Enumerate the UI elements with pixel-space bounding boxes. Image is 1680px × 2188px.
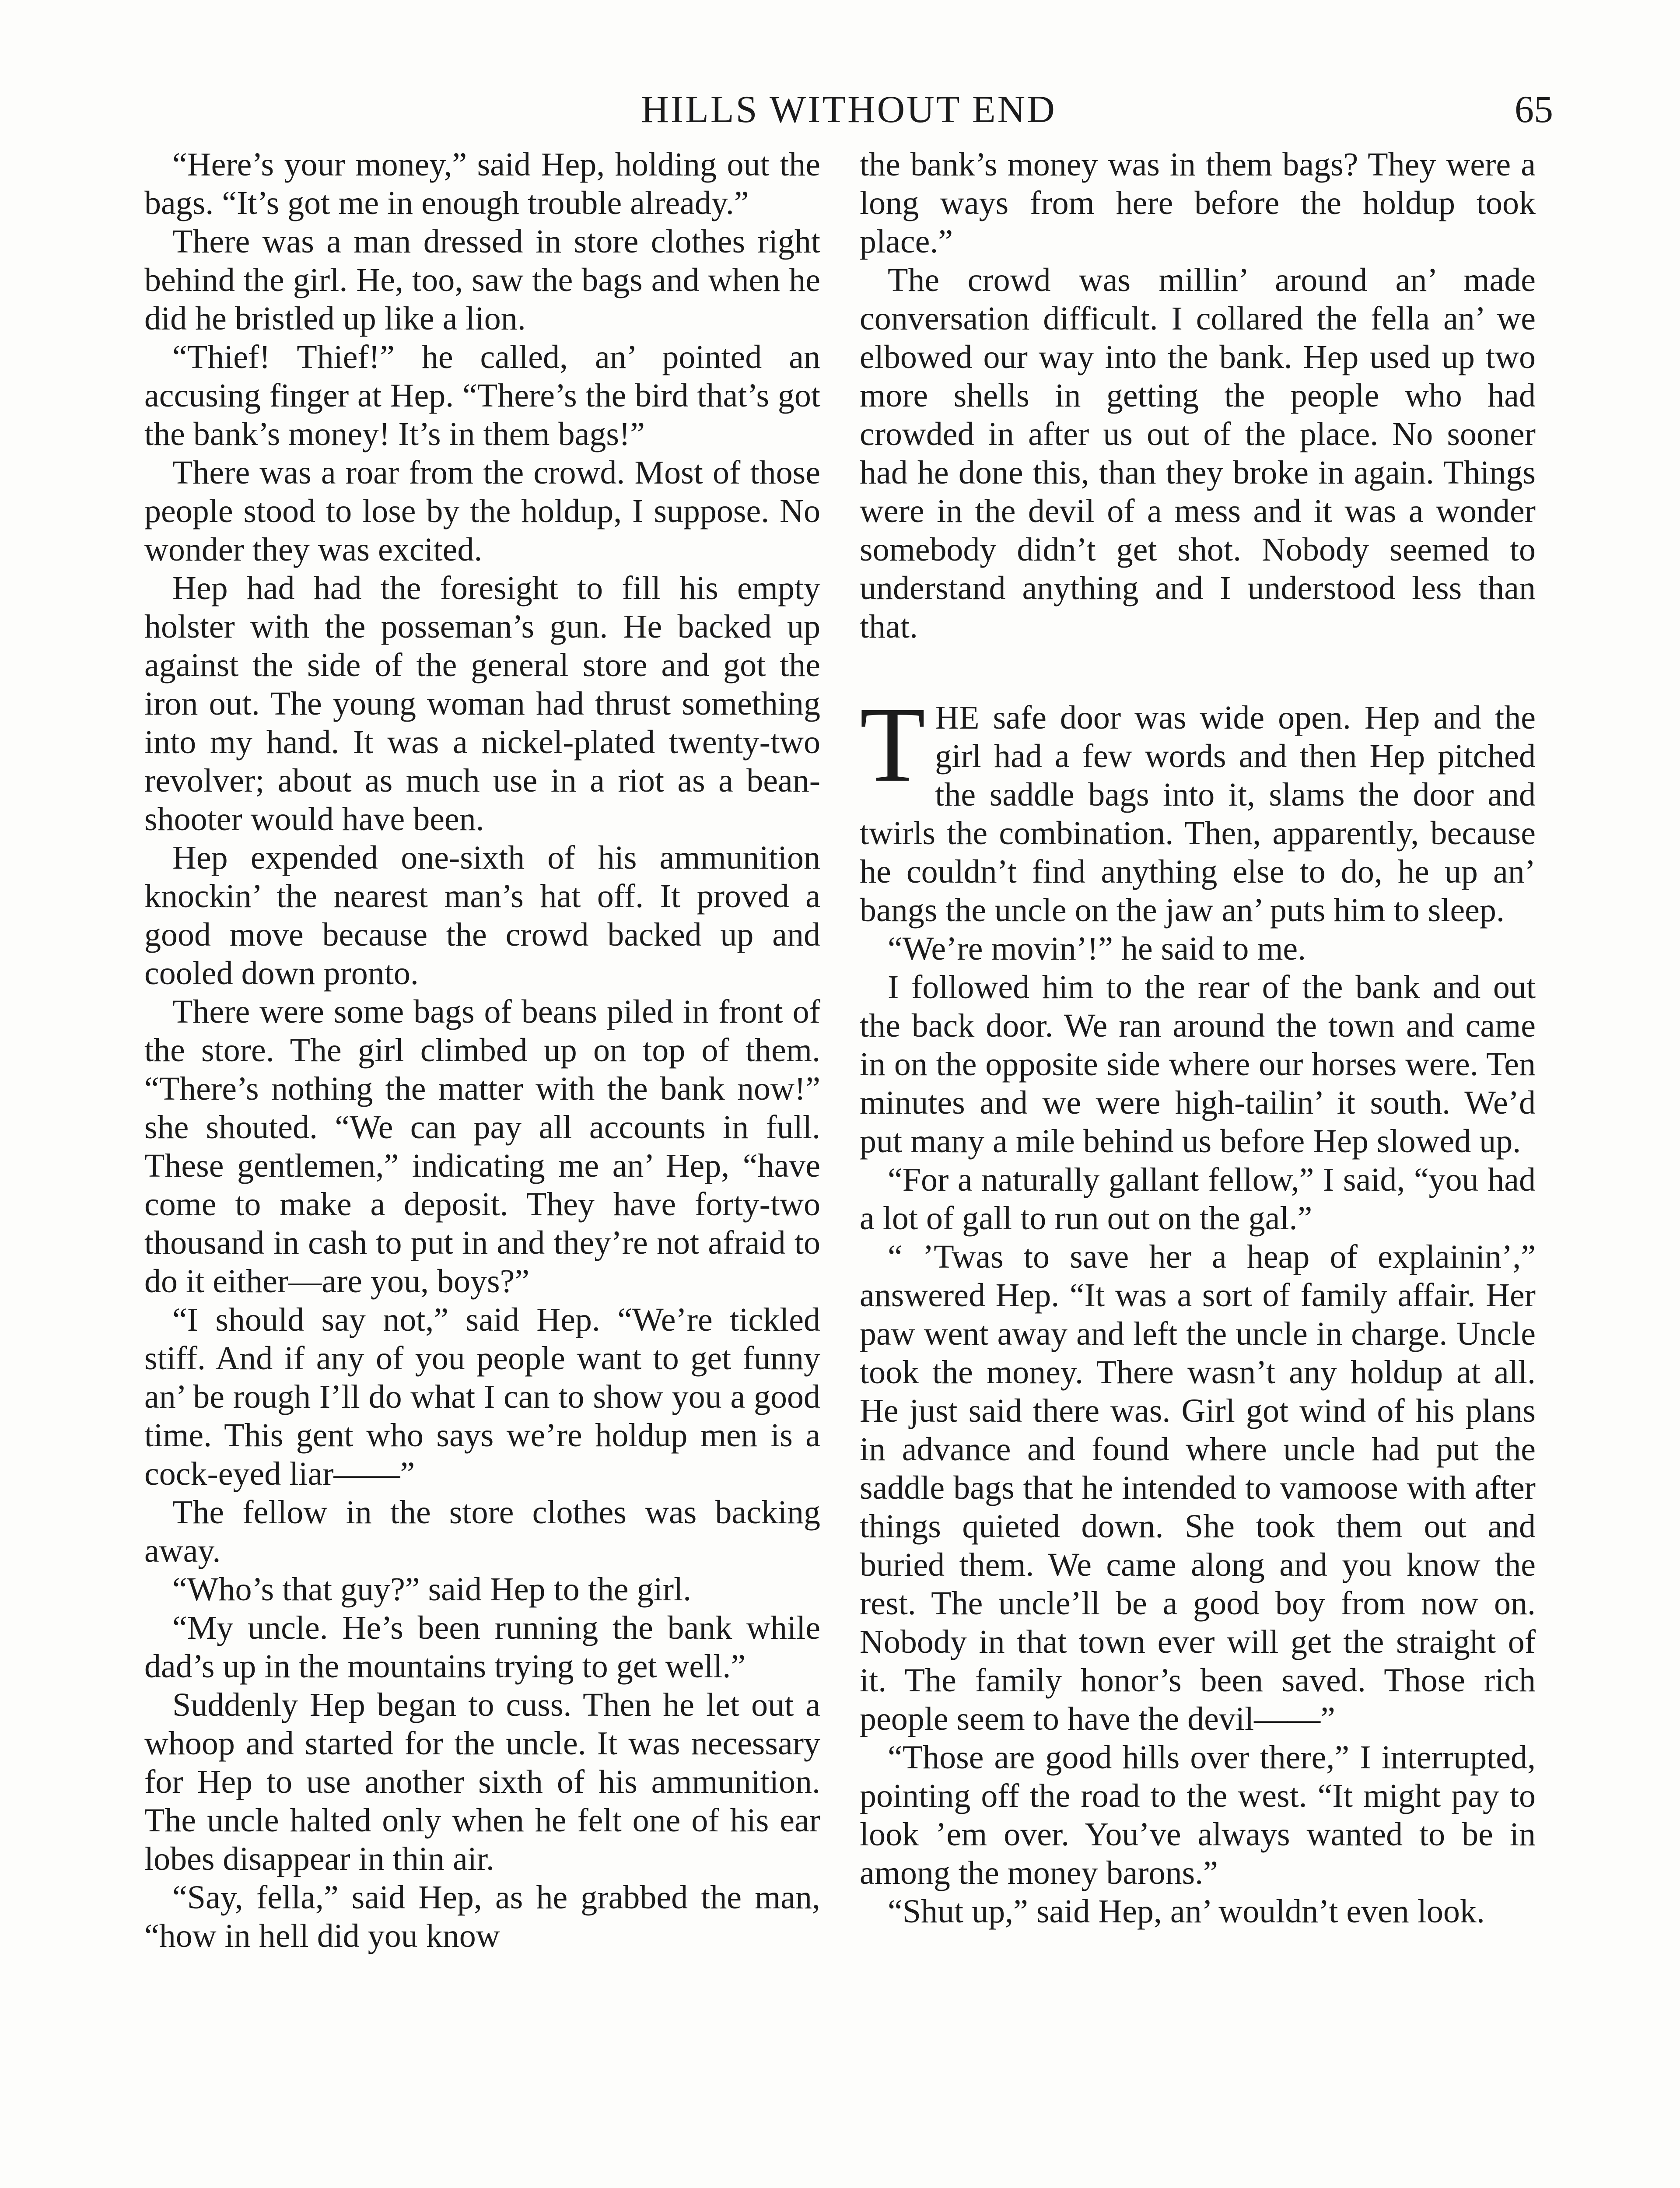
paragraph: Suddenly Hep began to cuss. Then he let out a whoop and started for the uncle. It was necessary for Hep to use another sixth of his ammunition. The uncle halted only when he felt one of his ear lobes disappear in thin air. — [144, 1687, 820, 1877]
paragraph: “We’re movin’!” he said to me. — [888, 930, 1306, 967]
paragraph: “For a naturally gallant fellow,” I said, “you had a lot of gall to run out on the gal.” — [860, 1161, 1536, 1237]
paragraph: Hep had had the foresight to fill his empty holster with the posseman’s gun. He backed up against the side of the general store and got the iron out. The young woman had thrust something into my hand. It was a nickel-plated twenty-two revolver; about as much use in a riot as a bean-shooter would have been. — [144, 570, 820, 838]
section-break — [860, 646, 1536, 698]
paragraph: Hep expended one-sixth of his ammunition knockin’ the nearest man’s hat off. It proved a good move because the crowd backed up and cooled down pronto. — [144, 839, 820, 992]
paragraph: “ ’Twas to save her a heap of explainin’,” answered Hep. “It was a sort of family affair. Her paw went away and left the uncle in charge. Uncle took the money. There wasn’t any holdup at all. He just said there was. Girl got wind of his plans in advance and found where uncle had put the saddle bags that he intended to vamoose with after things quieted down. She took them out and buried them. We came along and you know the rest. The uncle’ll be a good boy from now on. Nobody in that town ever will get the straight of it. The family honor’s been saved. Those rich people seem to have the devil——” — [860, 1238, 1536, 1737]
paragraph: “My uncle. He’s been running the bank while dad’s up in the mountains trying to get well.” — [144, 1609, 820, 1685]
drop-cap: T — [860, 685, 926, 804]
paragraph: “Who’s that guy?” said Hep to the girl. — [172, 1571, 692, 1608]
left-column — [144, 145, 820, 1955]
paragraph-continued: the bank’s money was in them bags? They were a long ways from here before the holdup took place.” — [860, 146, 1536, 260]
opening-text: HE safe door was wide open. Hep and the girl had a few words and then Hep pitched the saddle bags into it, slams the door and twirls the combination. Then, apparently, because he couldn’t find anything else to do, he up an’ bangs the uncle on the jaw an’ puts him to sleep. — [860, 699, 1536, 929]
running-title: HILLS WITHOUT END — [641, 88, 1057, 131]
page-number: 65 — [1515, 88, 1553, 131]
running-head — [144, 86, 1553, 134]
paragraph: “Shut up,” said Hep, an’ wouldn’t even look. — [888, 1893, 1485, 1930]
paragraph: “Say, fella,” said Hep, as he grabbed the man, “how in hell did you know — [144, 1879, 820, 1954]
paragraph: The fellow in the store clothes was backing away. — [144, 1494, 820, 1569]
right-column — [860, 145, 1536, 1931]
paragraph: “Those are good hills over there,” I interrupted, pointing off the road to the west. “It might pay to look ’em over. You’ve always wanted to be in among the money barons.” — [860, 1739, 1536, 1891]
paragraph: The crowd was millin’ around an’ made conversation difficult. I collared the fella an’ we elbowed our way into the bank. Hep used up two more shells in getting the people who had crowded in after us out of the place. No sooner had he done this, than they broke in again. Things were in the devil of a mess and it was a wonder somebody didn’t get shot. Nobody seemed to understand anything and I understood less than that. — [860, 262, 1536, 645]
paragraph: “Here’s your money,” said Hep, holding out the bags. “It’s got me in enough trouble already.” — [144, 146, 820, 221]
paragraph: There was a roar from the crowd. Most of those people stood to lose by the holdup, I suppose. No wonder they was excited. — [144, 454, 820, 568]
paragraph: There was a man dressed in store clothes right behind the girl. He, too, saw the bags and when he did he bristled up like a lion. — [144, 223, 820, 337]
paragraph: I followed him to the rear of the bank and out the back door. We ran around the town and came in on the opposite side where our horses were. Ten minutes and we were high-tailin’ it south. We’d put many a mile behind us before Hep slowed up. — [860, 969, 1536, 1160]
paragraph: There were some bags of beans piled in front of the store. The girl climbed up on top of them. “There’s nothing the matter with the bank now!” she shouted. “We can pay all accounts in full. These gentlemen,” indicating me an’ Hep, “have come to make a deposit. They have forty-two thousand in cash to put in and they’re not afraid to do it either—are you, boys?” — [144, 993, 820, 1300]
section-opening-paragraph — [860, 685, 1536, 929]
paragraph: “Thief! Thief!” he called, an’ pointed an accusing finger at Hep. “There’s the bird that’s got the bank’s money! It’s in them bags!” — [144, 339, 820, 452]
paragraph: “I should say not,” said Hep. “We’re tickled stiff. And if any of you people want to get funny an’ be rough I’ll do what I can to show you a good time. This gent who says we’re holdup men is a cock-eyed liar——” — [144, 1301, 820, 1492]
